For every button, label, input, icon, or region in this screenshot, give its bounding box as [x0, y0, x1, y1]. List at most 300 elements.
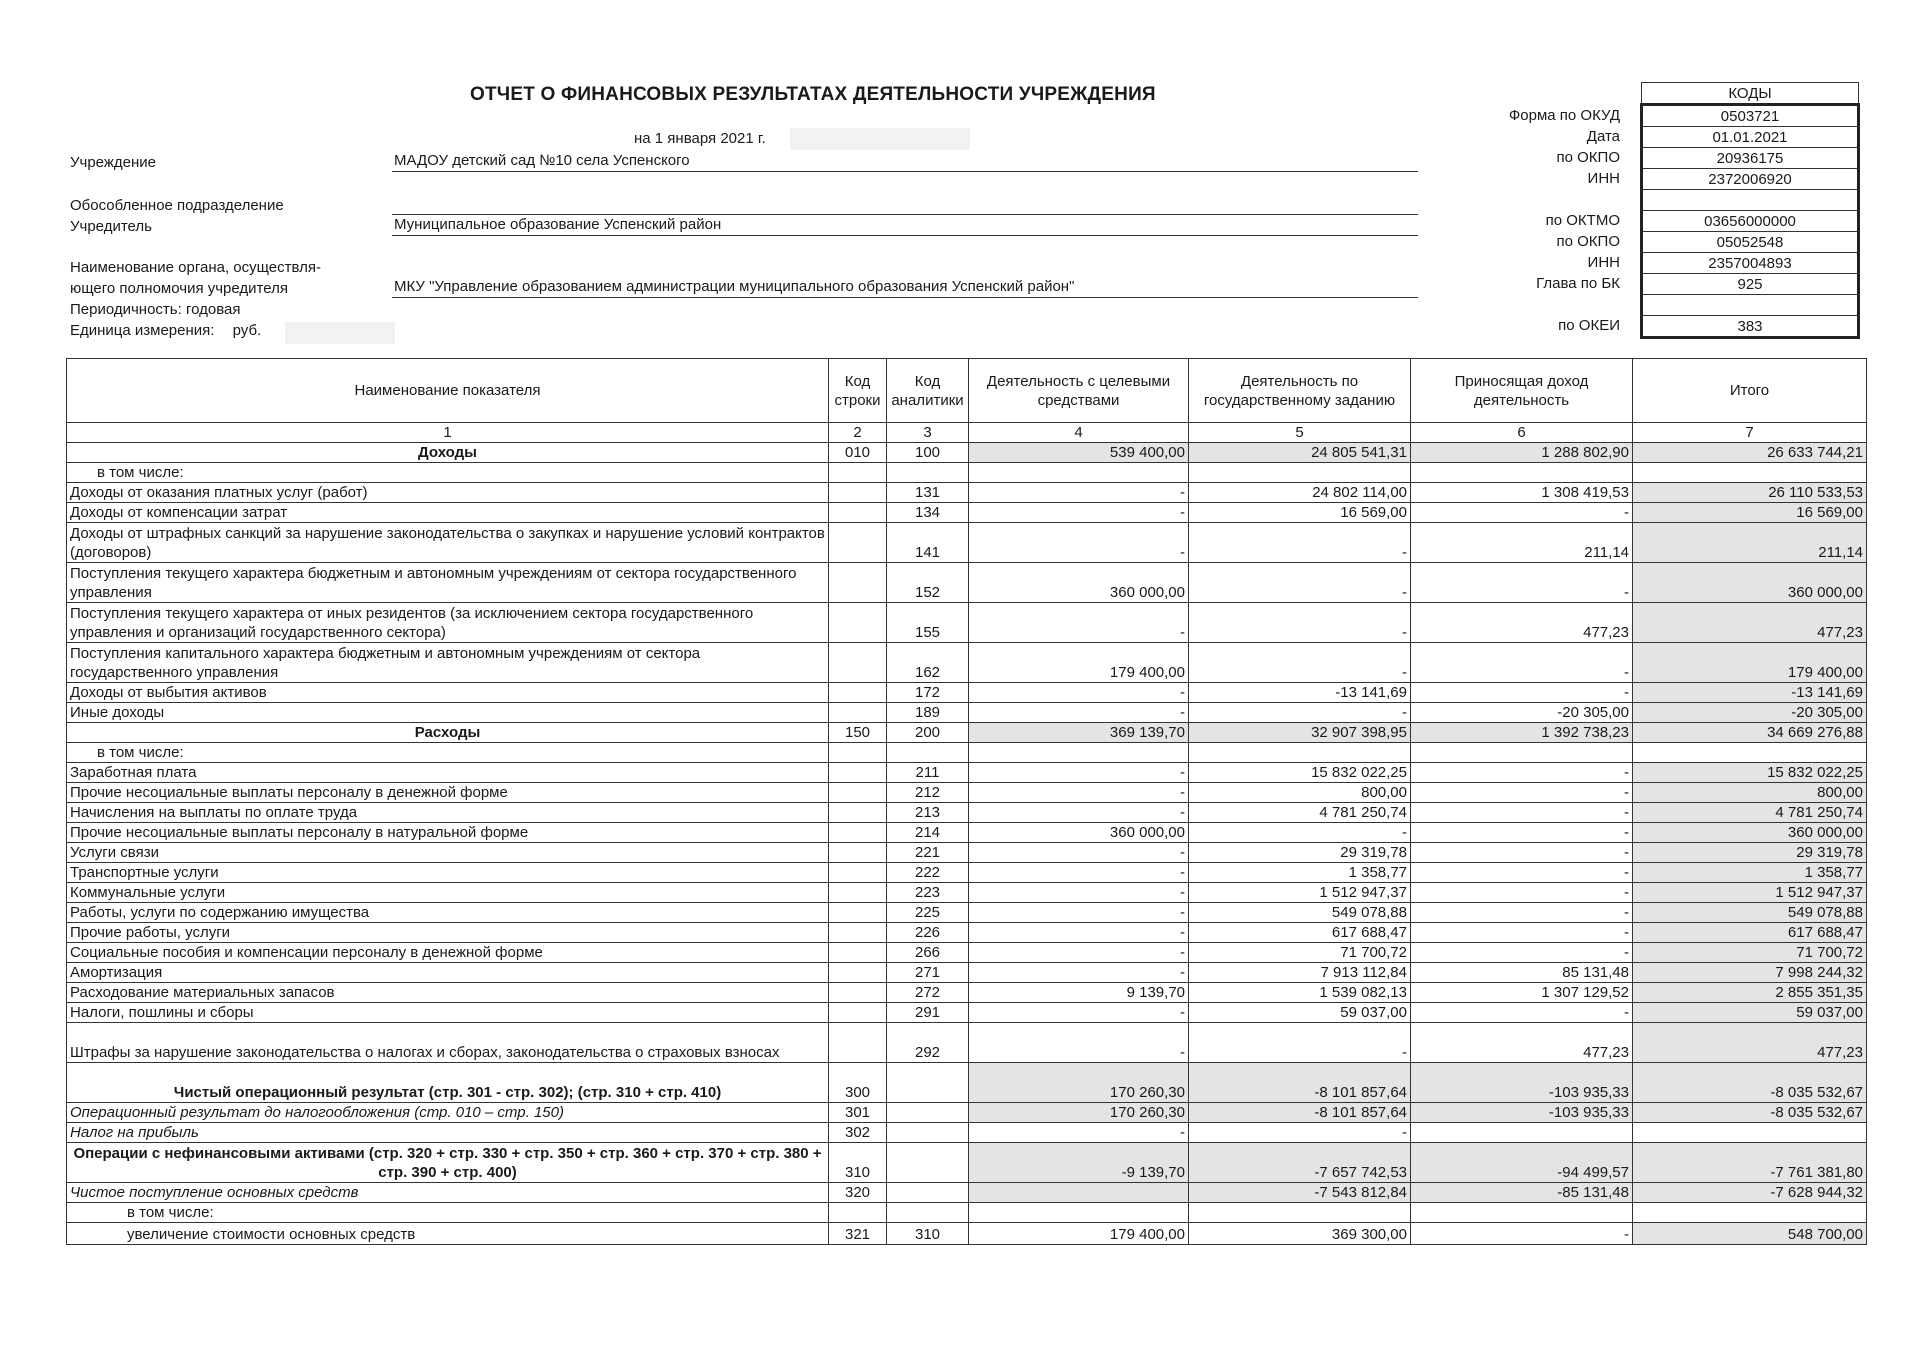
- row-total-value: [1633, 1123, 1867, 1143]
- code-okud: 0503721: [1642, 105, 1859, 127]
- row-targeted-value: -: [969, 523, 1189, 563]
- row-state-task-value: -: [1189, 1123, 1411, 1143]
- row-income-value: -: [1411, 1223, 1633, 1245]
- unit-value: руб.: [232, 322, 262, 339]
- row-income-value: -: [1411, 683, 1633, 703]
- row-state-task-value: 4 781 250,74: [1189, 803, 1411, 823]
- row-analytic-code: 271: [887, 963, 969, 983]
- row-line-code: [829, 463, 887, 483]
- row-targeted-value: -: [969, 1123, 1189, 1143]
- row-name: Транспортные услуги: [67, 863, 829, 883]
- row-line-code: [829, 803, 887, 823]
- row-income-value: -: [1411, 503, 1633, 523]
- row-income-value: [1411, 1123, 1633, 1143]
- table-row: [67, 563, 1867, 603]
- row-line-code: [829, 923, 887, 943]
- founder-underline: [392, 235, 1418, 236]
- subdivision-underline: [392, 214, 1418, 215]
- row-name: в том числе:: [67, 1203, 829, 1223]
- row-analytic-code: 221: [887, 843, 969, 863]
- row-analytic-code: 141: [887, 523, 969, 563]
- row-name: Чистый операционный результат (стр. 301 - стр. 302); (стр. 310 + стр. 410): [67, 1063, 829, 1103]
- row-line-code: [829, 1023, 887, 1063]
- row-targeted-value: -: [969, 883, 1189, 903]
- row-targeted-value: -: [969, 603, 1189, 643]
- row-targeted-value: -: [969, 1003, 1189, 1023]
- row-targeted-value: -: [969, 1023, 1189, 1063]
- row-state-task-value: [1189, 463, 1411, 483]
- table-row: [67, 643, 1867, 683]
- row-name: Налог на прибыль: [67, 1123, 829, 1143]
- row-line-code: 300: [829, 1063, 887, 1103]
- col-header-state-task: Деятельность по государственному заданию: [1189, 359, 1411, 423]
- table-row: [67, 1223, 1867, 1245]
- row-state-task-value: -: [1189, 523, 1411, 563]
- row-state-task-value: 15 832 022,25: [1189, 763, 1411, 783]
- row-line-code: [829, 643, 887, 683]
- row-state-task-value: 549 078,88: [1189, 903, 1411, 923]
- row-name: увеличение стоимости основных средств: [67, 1223, 829, 1245]
- row-total-value: -8 035 532,67: [1633, 1063, 1867, 1103]
- row-income-value: 85 131,48: [1411, 963, 1633, 983]
- unit-label: [70, 321, 261, 341]
- row-targeted-value: -: [969, 503, 1189, 523]
- row-name: Поступления текущего характера бюджетным и автономным учреждениям от сектора государственного управления: [67, 563, 829, 603]
- row-income-value: -: [1411, 643, 1633, 683]
- row-targeted-value: 360 000,00: [969, 823, 1189, 843]
- subdivision-label: Обособленное подразделение: [70, 197, 284, 214]
- row-state-task-value: -13 141,69: [1189, 683, 1411, 703]
- row-name: Доходы от компенсации затрат: [67, 503, 829, 523]
- table-row: [67, 743, 1867, 763]
- row-line-code: 010: [829, 443, 887, 463]
- row-targeted-value: 539 400,00: [969, 443, 1189, 463]
- row-total-value: -7 761 381,80: [1633, 1143, 1867, 1183]
- row-state-task-value: 1 539 082,13: [1189, 983, 1411, 1003]
- row-analytic-code: [887, 1183, 969, 1203]
- row-targeted-value: -: [969, 763, 1189, 783]
- row-targeted-value: 369 139,70: [969, 723, 1189, 743]
- row-income-value: -: [1411, 883, 1633, 903]
- table-row: [67, 463, 1867, 483]
- row-analytic-code: [887, 1123, 969, 1143]
- row-line-code: 302: [829, 1123, 887, 1143]
- row-line-code: 320: [829, 1183, 887, 1203]
- row-state-task-value: 24 802 114,00: [1189, 483, 1411, 503]
- row-total-value: 26 110 533,53: [1633, 483, 1867, 503]
- row-targeted-value: -: [969, 783, 1189, 803]
- row-targeted-value: [969, 1183, 1189, 1203]
- table-row: [67, 1143, 1867, 1183]
- row-line-code: [829, 563, 887, 603]
- row-total-value: -13 141,69: [1633, 683, 1867, 703]
- row-income-value: [1411, 1203, 1633, 1223]
- authority-value: МКУ "Управление образованием администрации муниципального образования Успенский район": [394, 278, 1075, 295]
- row-targeted-value: -: [969, 683, 1189, 703]
- code-label-glava-bk: Глава по БК: [1536, 275, 1620, 292]
- row-targeted-value: 9 139,70: [969, 983, 1189, 1003]
- row-state-task-value: -: [1189, 643, 1411, 683]
- col-number: 2: [829, 423, 887, 443]
- row-total-value: 360 000,00: [1633, 563, 1867, 603]
- row-income-value: -: [1411, 943, 1633, 963]
- row-income-value: [1411, 743, 1633, 763]
- table-row: [67, 1103, 1867, 1123]
- row-income-value: -103 935,33: [1411, 1063, 1633, 1103]
- col-header-analytic-code: Код аналитики: [887, 359, 969, 423]
- row-line-code: 321: [829, 1223, 887, 1245]
- row-name: Прочие несоциальные выплаты персоналу в натуральной форме: [67, 823, 829, 843]
- redaction-mark: [285, 322, 395, 344]
- code-label-okud: Форма по ОКУД: [1508, 107, 1620, 124]
- row-total-value: 477,23: [1633, 603, 1867, 643]
- col-number: 1: [67, 423, 829, 443]
- row-name: Прочие работы, услуги: [67, 923, 829, 943]
- row-state-task-value: 369 300,00: [1189, 1223, 1411, 1245]
- row-line-code: [829, 943, 887, 963]
- table-row: [67, 723, 1867, 743]
- table-row: [67, 1123, 1867, 1143]
- row-name: Коммунальные услуги: [67, 883, 829, 903]
- code-empty-2: [1642, 295, 1859, 316]
- row-analytic-code: [887, 463, 969, 483]
- row-total-value: [1633, 463, 1867, 483]
- table-row: [67, 1063, 1867, 1103]
- row-targeted-value: -: [969, 863, 1189, 883]
- row-total-value: -20 305,00: [1633, 703, 1867, 723]
- row-name: Доходы от оказания платных услуг (работ): [67, 483, 829, 503]
- table-row: [67, 683, 1867, 703]
- row-analytic-code: 225: [887, 903, 969, 923]
- row-line-code: 310: [829, 1143, 887, 1183]
- row-name: в том числе:: [67, 743, 829, 763]
- row-line-code: [829, 483, 887, 503]
- row-total-value: 4 781 250,74: [1633, 803, 1867, 823]
- row-name: в том числе:: [67, 463, 829, 483]
- row-analytic-code: 162: [887, 643, 969, 683]
- row-income-value: -94 499,57: [1411, 1143, 1633, 1183]
- row-state-task-value: 29 319,78: [1189, 843, 1411, 863]
- code-oktmo: 03656000000: [1642, 211, 1859, 232]
- row-income-value: -: [1411, 923, 1633, 943]
- table-row: [67, 903, 1867, 923]
- row-analytic-code: 211: [887, 763, 969, 783]
- financial-results-table: [66, 358, 1867, 1245]
- table-row: [67, 523, 1867, 563]
- row-income-value: 1 308 419,53: [1411, 483, 1633, 503]
- code-label-oktmo: по ОКТМО: [1545, 212, 1620, 229]
- code-inn: 2372006920: [1642, 169, 1859, 190]
- row-income-value: -: [1411, 563, 1633, 603]
- row-targeted-value: -: [969, 903, 1189, 923]
- row-targeted-value: 170 260,30: [969, 1103, 1189, 1123]
- row-targeted-value: 360 000,00: [969, 563, 1189, 603]
- row-state-task-value: -: [1189, 603, 1411, 643]
- row-name: Штрафы за нарушение законодательства о налогах и сборах, законодательства о страховых взносах: [67, 1023, 829, 1063]
- col-number: 6: [1411, 423, 1633, 443]
- row-targeted-value: [969, 463, 1189, 483]
- row-total-value: 59 037,00: [1633, 1003, 1867, 1023]
- col-header-line-code: Код строки: [829, 359, 887, 423]
- code-label-okei: по ОКЕИ: [1558, 317, 1620, 334]
- row-analytic-code: 212: [887, 783, 969, 803]
- row-line-code: [829, 783, 887, 803]
- code-inn-2: 2357004893: [1642, 253, 1859, 274]
- row-analytic-code: 155: [887, 603, 969, 643]
- row-analytic-code: 131: [887, 483, 969, 503]
- row-income-value: -103 935,33: [1411, 1103, 1633, 1123]
- row-analytic-code: 172: [887, 683, 969, 703]
- code-label-inn: ИНН: [1587, 170, 1620, 187]
- institution-value: МАДОУ детский сад №10 села Успенского: [394, 152, 690, 169]
- row-income-value: -: [1411, 863, 1633, 883]
- row-name: Расходование материальных запасов: [67, 983, 829, 1003]
- row-total-value: 34 669 276,88: [1633, 723, 1867, 743]
- row-line-code: 301: [829, 1103, 887, 1123]
- row-name: Доходы от выбытия активов: [67, 683, 829, 703]
- code-okpo-2: 05052548: [1642, 232, 1859, 253]
- row-total-value: 617 688,47: [1633, 923, 1867, 943]
- code-label-okpo-2: по ОКПО: [1556, 233, 1620, 250]
- code-okpo: 20936175: [1642, 148, 1859, 169]
- row-total-value: 360 000,00: [1633, 823, 1867, 843]
- row-line-code: [829, 963, 887, 983]
- row-line-code: [829, 503, 887, 523]
- table-row: [67, 803, 1867, 823]
- col-number: 5: [1189, 423, 1411, 443]
- row-name: Операционный результат до налогообложения (стр. 010 – стр. 150): [67, 1103, 829, 1123]
- row-total-value: 477,23: [1633, 1023, 1867, 1063]
- row-income-value: -: [1411, 1003, 1633, 1023]
- row-income-value: 477,23: [1411, 603, 1633, 643]
- table-row: [67, 943, 1867, 963]
- row-analytic-code: 213: [887, 803, 969, 823]
- code-date: 01.01.2021: [1642, 127, 1859, 148]
- row-analytic-code: 226: [887, 923, 969, 943]
- row-income-value: -20 305,00: [1411, 703, 1633, 723]
- col-number: 3: [887, 423, 969, 443]
- row-state-task-value: 800,00: [1189, 783, 1411, 803]
- row-state-task-value: 1 512 947,37: [1189, 883, 1411, 903]
- row-targeted-value: 179 400,00: [969, 643, 1189, 683]
- row-analytic-code: 292: [887, 1023, 969, 1063]
- table-row: [67, 603, 1867, 643]
- row-line-code: [829, 683, 887, 703]
- institution-underline: [392, 171, 1418, 172]
- row-name: Начисления на выплаты по оплате труда: [67, 803, 829, 823]
- institution-label: Учреждение: [70, 154, 156, 171]
- row-line-code: [829, 823, 887, 843]
- row-analytic-code: [887, 1143, 969, 1183]
- col-number: 4: [969, 423, 1189, 443]
- row-targeted-value: [969, 1203, 1189, 1223]
- row-income-value: 477,23: [1411, 1023, 1633, 1063]
- row-line-code: 150: [829, 723, 887, 743]
- row-state-task-value: -: [1189, 563, 1411, 603]
- table-row: [67, 483, 1867, 503]
- table-row: [67, 783, 1867, 803]
- row-targeted-value: 179 400,00: [969, 1223, 1189, 1245]
- row-income-value: -: [1411, 783, 1633, 803]
- row-line-code: [829, 763, 887, 783]
- row-analytic-code: 222: [887, 863, 969, 883]
- row-analytic-code: 266: [887, 943, 969, 963]
- codes-table: [1640, 82, 1860, 339]
- row-state-task-value: [1189, 743, 1411, 763]
- table-row: [67, 923, 1867, 943]
- row-analytic-code: [887, 1103, 969, 1123]
- row-name: Услуги связи: [67, 843, 829, 863]
- row-name: Налоги, пошлины и сборы: [67, 1003, 829, 1023]
- col-header-income: Приносящая доход деятельность: [1411, 359, 1633, 423]
- row-total-value: -8 035 532,67: [1633, 1103, 1867, 1123]
- row-name: Прочие несоциальные выплаты персоналу в денежной форме: [67, 783, 829, 803]
- row-total-value: 2 855 351,35: [1633, 983, 1867, 1003]
- row-state-task-value: 617 688,47: [1189, 923, 1411, 943]
- authority-underline: [392, 297, 1418, 298]
- row-state-task-value: 32 907 398,95: [1189, 723, 1411, 743]
- row-state-task-value: -: [1189, 823, 1411, 843]
- table-row: [67, 443, 1867, 463]
- row-analytic-code: 152: [887, 563, 969, 603]
- row-income-value: -: [1411, 843, 1633, 863]
- row-state-task-value: [1189, 1203, 1411, 1223]
- row-analytic-code: 291: [887, 1003, 969, 1023]
- row-income-value: 1 392 738,23: [1411, 723, 1633, 743]
- row-income-value: -: [1411, 803, 1633, 823]
- row-total-value: 15 832 022,25: [1633, 763, 1867, 783]
- row-state-task-value: 59 037,00: [1189, 1003, 1411, 1023]
- row-targeted-value: -: [969, 483, 1189, 503]
- row-state-task-value: 7 913 112,84: [1189, 963, 1411, 983]
- row-state-task-value: -7 657 742,53: [1189, 1143, 1411, 1183]
- row-total-value: 549 078,88: [1633, 903, 1867, 923]
- code-empty: [1642, 190, 1859, 211]
- row-name: Поступления капитального характера бюджетным и автономным учреждениям от сектора государственного управления: [67, 643, 829, 683]
- row-total-value: 1 512 947,37: [1633, 883, 1867, 903]
- row-line-code: [829, 1203, 887, 1223]
- row-total-value: 179 400,00: [1633, 643, 1867, 683]
- row-targeted-value: -9 139,70: [969, 1143, 1189, 1183]
- row-analytic-code: [887, 743, 969, 763]
- row-targeted-value: -: [969, 703, 1189, 723]
- row-line-code: [829, 523, 887, 563]
- row-analytic-code: [887, 1203, 969, 1223]
- row-income-value: [1411, 463, 1633, 483]
- row-total-value: 71 700,72: [1633, 943, 1867, 963]
- row-targeted-value: -: [969, 803, 1189, 823]
- row-line-code: [829, 883, 887, 903]
- table-row: [67, 1203, 1867, 1223]
- row-state-task-value: 16 569,00: [1189, 503, 1411, 523]
- row-line-code: [829, 1003, 887, 1023]
- row-analytic-code: 200: [887, 723, 969, 743]
- row-income-value: -: [1411, 903, 1633, 923]
- table-row: [67, 1183, 1867, 1203]
- codes-heading: КОДЫ: [1642, 83, 1859, 105]
- row-name: Доходы от штрафных санкций за нарушение законодательства о закупках и нарушение условий контрактов (договоров): [67, 523, 829, 563]
- col-header-total: Итого: [1633, 359, 1867, 423]
- row-line-code: [829, 903, 887, 923]
- table-body: [67, 443, 1867, 1245]
- row-name: Чистое поступление основных средств: [67, 1183, 829, 1203]
- table-row: [67, 963, 1867, 983]
- row-total-value: 800,00: [1633, 783, 1867, 803]
- row-total-value: 29 319,78: [1633, 843, 1867, 863]
- row-analytic-code: 214: [887, 823, 969, 843]
- row-name: Доходы: [67, 443, 829, 463]
- row-targeted-value: 170 260,30: [969, 1063, 1189, 1103]
- row-analytic-code: 310: [887, 1223, 969, 1245]
- table-row: [67, 883, 1867, 903]
- row-total-value: 1 358,77: [1633, 863, 1867, 883]
- code-label-inn-2: ИНН: [1587, 254, 1620, 271]
- row-analytic-code: [887, 1063, 969, 1103]
- table-row: [67, 763, 1867, 783]
- row-income-value: -: [1411, 823, 1633, 843]
- row-total-value: 26 633 744,21: [1633, 443, 1867, 463]
- row-total-value: [1633, 1203, 1867, 1223]
- row-line-code: [829, 863, 887, 883]
- row-name: Работы, услуги по содержанию имущества: [67, 903, 829, 923]
- unit-label-text: Единица измерения:: [70, 322, 215, 339]
- code-okei: 383: [1642, 316, 1859, 338]
- table-row: [67, 703, 1867, 723]
- row-name: Иные доходы: [67, 703, 829, 723]
- row-total-value: -7 628 944,32: [1633, 1183, 1867, 1203]
- table-row: [67, 843, 1867, 863]
- row-targeted-value: -: [969, 963, 1189, 983]
- row-analytic-code: 189: [887, 703, 969, 723]
- row-state-task-value: -7 543 812,84: [1189, 1183, 1411, 1203]
- report-date: на 1 января 2021 г.: [634, 130, 766, 147]
- code-glava-bk: 925: [1642, 274, 1859, 295]
- row-total-value: 7 998 244,32: [1633, 963, 1867, 983]
- row-total-value: [1633, 743, 1867, 763]
- row-income-value: -: [1411, 763, 1633, 783]
- row-line-code: [829, 743, 887, 763]
- row-total-value: 211,14: [1633, 523, 1867, 563]
- code-label-date: Дата: [1586, 128, 1620, 145]
- row-targeted-value: -: [969, 843, 1189, 863]
- row-state-task-value: 1 358,77: [1189, 863, 1411, 883]
- row-name: Поступления текущего характера от иных резидентов (за исключением сектора государственного управления и организаций государственного сектора): [67, 603, 829, 643]
- col-number: 7: [1633, 423, 1867, 443]
- row-line-code: [829, 603, 887, 643]
- code-label-okpo: по ОКПО: [1556, 149, 1620, 166]
- row-state-task-value: -8 101 857,64: [1189, 1063, 1411, 1103]
- row-line-code: [829, 703, 887, 723]
- authority-label-2: ющего полномочия учредителя: [70, 280, 288, 297]
- row-state-task-value: 24 805 541,31: [1189, 443, 1411, 463]
- row-analytic-code: 272: [887, 983, 969, 1003]
- row-name: Заработная плата: [67, 763, 829, 783]
- table-row: [67, 863, 1867, 883]
- table-row: [67, 983, 1867, 1003]
- founder-label: Учредитель: [70, 218, 152, 235]
- row-state-task-value: -: [1189, 703, 1411, 723]
- founder-value: Муниципальное образование Успенский район: [394, 216, 722, 233]
- row-state-task-value: -8 101 857,64: [1189, 1103, 1411, 1123]
- row-analytic-code: 134: [887, 503, 969, 523]
- row-total-value: 548 700,00: [1633, 1223, 1867, 1245]
- row-targeted-value: -: [969, 923, 1189, 943]
- table-row: [67, 1023, 1867, 1063]
- authority-label-1: Наименование органа, осуществля-: [70, 259, 322, 276]
- col-header-name: Наименование показателя: [67, 359, 829, 423]
- table-row: [67, 823, 1867, 843]
- periodicity: Периодичность: годовая: [70, 301, 241, 318]
